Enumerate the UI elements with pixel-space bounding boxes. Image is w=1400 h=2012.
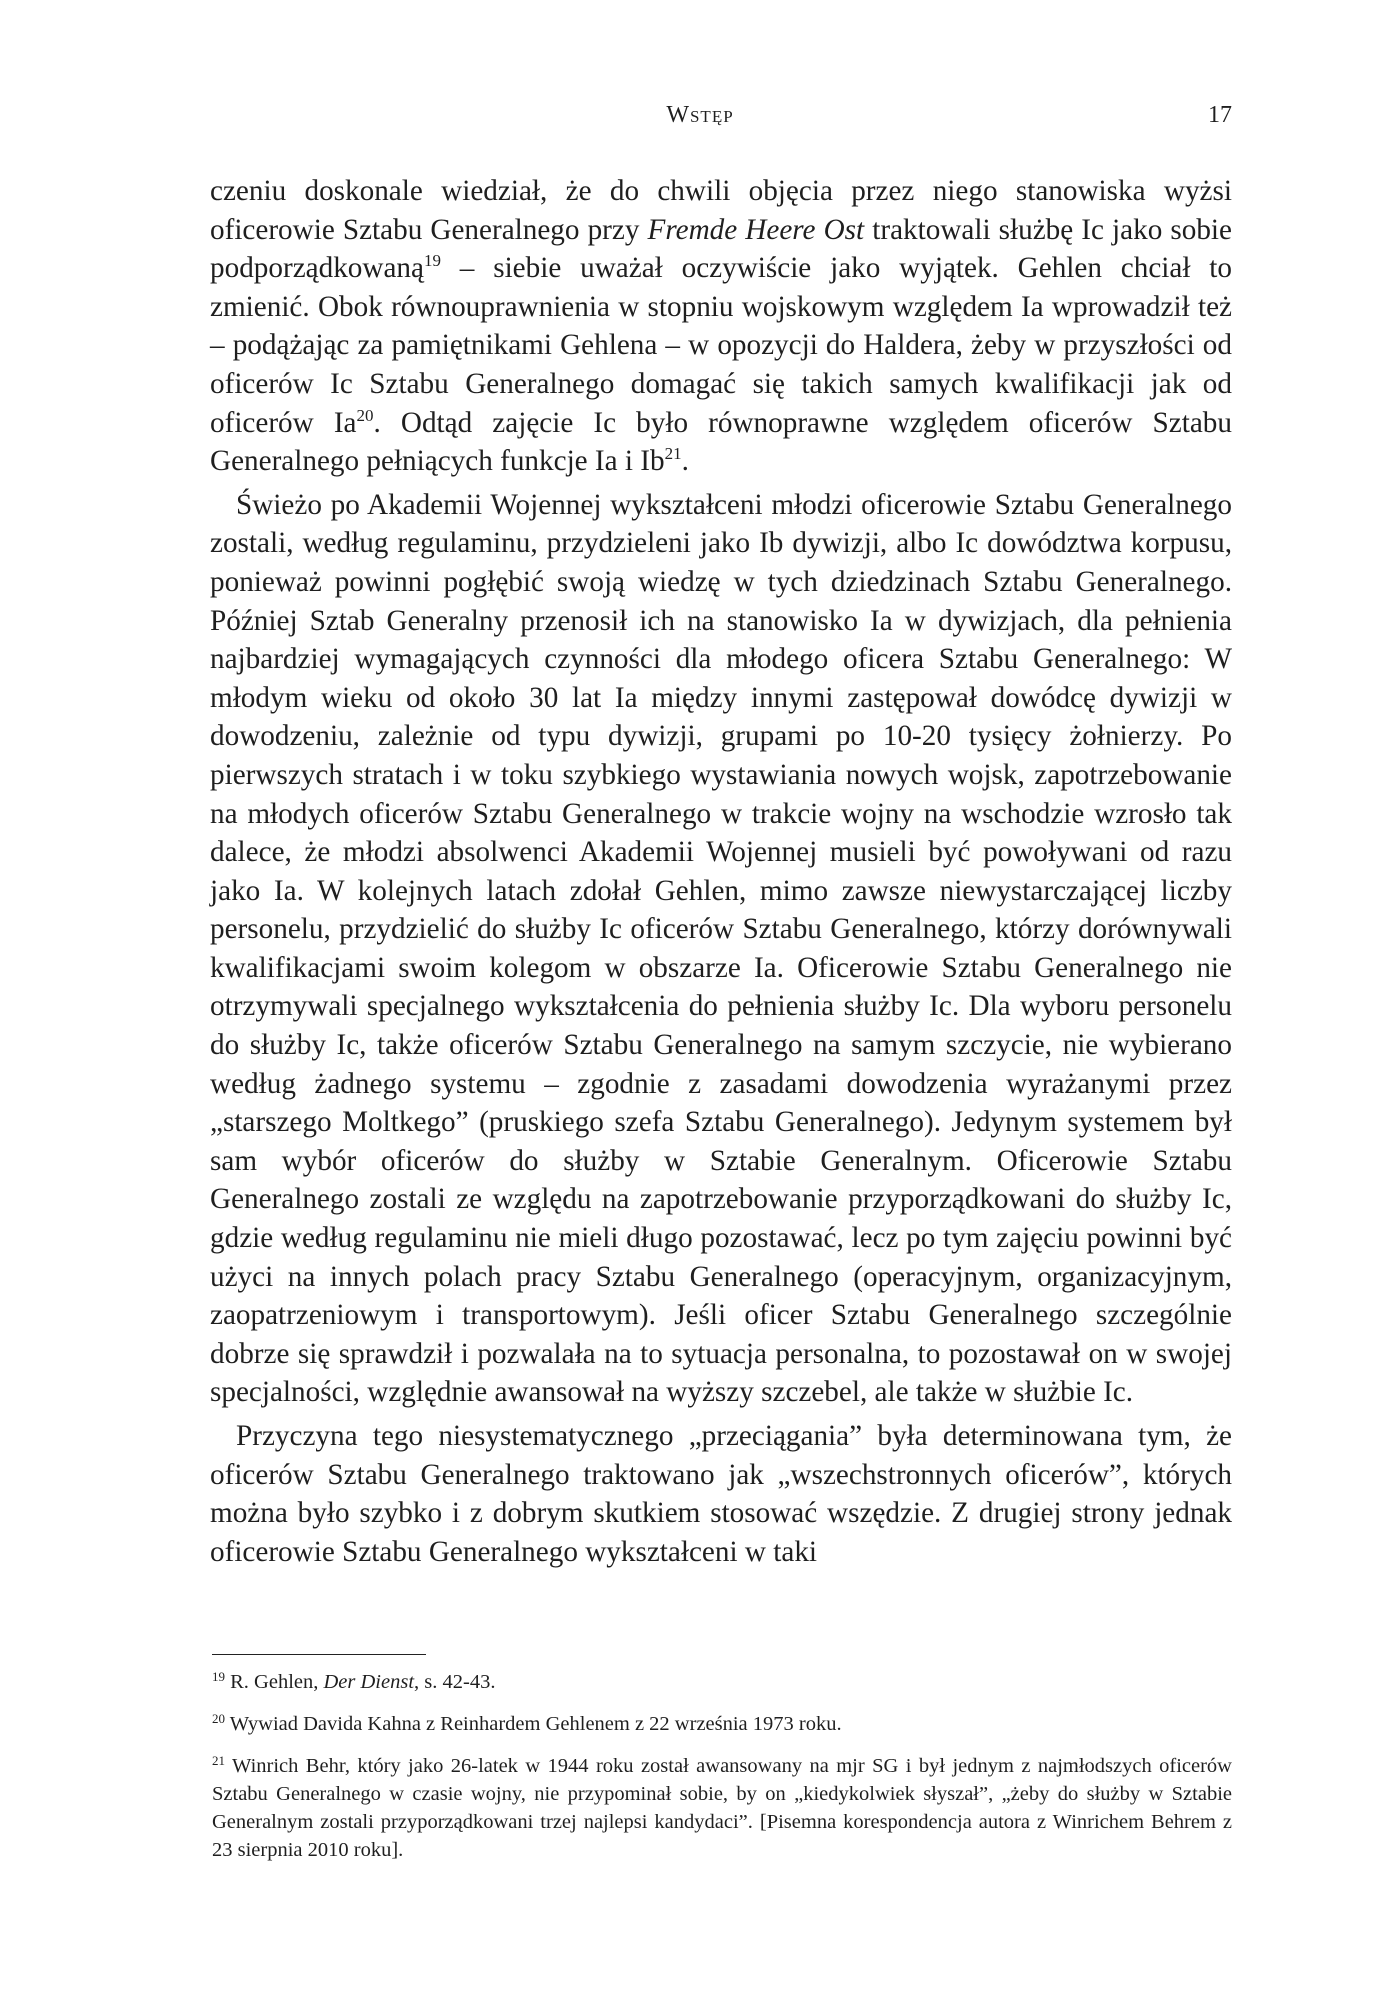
paragraph-1 — [210, 172, 1232, 481]
footnote-book-title: Der Dienst — [323, 1671, 415, 1693]
main-text — [210, 172, 1232, 1571]
chapter-title: Wstęp — [666, 102, 734, 128]
paragraph-1-text-d: . Odtąd zajęcie Ic było równoprawne względem oficerów Sztabu Generalnego pełniących funkcje Ia i Ib — [210, 406, 1232, 478]
paragraph-2: Świeżo po Akademii Wojennej wykształceni młodzi oficerowie Sztabu Generalnego zostali, według regulaminu, przydzieleni jako Ib dywizji, albo Ic dowództwa korpusu, ponieważ powinni pogłębić swoją wiedzę w tych dziedzinach Sztabu Generalnego. Później Sztab Generalny przenosił ich na stanowisko Ia w dywizjach, dla pełnienia najbardziej wymagających czynności dla młodego oficera Sztabu Generalnego: W młodym wieku od około 30 lat Ia między innymi zastępował dowódcę dywizji w dowodzeniu, zależnie od typu dywizji, grupami po 10-20 tysięcy żołnierzy. Po pierwszych stratach i w toku szybkiego wystawiania nowych wojsk, zapotrzebowanie na młodych oficerów Sztabu Generalnego w trakcie wojny na wschodzie wzrosło tak dalece, że młodzi absolwenci Akademii Wojennej musieli być powoływani od razu jako Ia. W kolejnych latach zdołał Gehlen, mimo zawsze niewystarczającej liczby personelu, przydzielić do służby Ic oficerów Sztabu Generalnego, którzy dorównywali kwalifikacjami swoim kolegom w obszarze Ia. Oficerowie Sztabu Generalnego nie otrzymywali specjalnego wykształcenia do pełnienia służby Ic. Dla wyboru personelu do służby Ic, także oficerów Sztabu Generalnego na samym szczycie, nie wybierano według żadnego systemu – zgodnie z zasadami dowodzenia wyrażanymi przez „starszego Moltkego” (pruskiego szefa Sztabu Generalnego). Jedynym systemem był sam wybór oficerów do służby w Sztabie Generalnym. Oficerowie Sztabu Generalnego zostali ze względu na zapotrzebowanie przyporządkowani do służby Ic, gdzie według regulaminu nie mieli długo pozostawać, lecz po tym zajęciu powinni być użyci na innych polach pracy Sztabu Generalnego (operacyjnym, organizacyjnym, zaopatrzeniowym i transportowym). Jeśli oficer Sztabu Generalnego szczególnie dobrze się sprawdził i pozwalała na to sytuacja personalna, to pozostawał on w swojej specjalności, względnie awansował na wyższy szczebel, ale także w służbie Ic. — [210, 488, 1232, 1409]
footnote-ref-19: 19 — [423, 251, 441, 271]
paragraph-1-text-e: . — [681, 445, 689, 478]
footnote-number: 19 — [212, 1669, 225, 1684]
footnotes — [212, 1668, 1232, 1878]
paragraph-1-text-b: traktowali służbę Ic jako sobie podporządkowaną — [210, 213, 1233, 285]
page-number: 17 — [1208, 102, 1232, 128]
footnote-text: Winrich Behr, który jako 26-latek w 1944 roku został awansowany na mjr SG i był jednym z najmłodszych oficerów Sztabu Generalnego w czasie wojny, nie przypominał sobie, by on „kiedykolwiek słyszał”, „żeby do służby w Sztabie Generalnym zostali przyporządkowani trzej najlepsi kandydaci”. [Pisemna korespondencja autora z Winrichem Behrem z 23 sierpnia 2010 roku]. — [212, 1755, 1232, 1861]
paragraph-3: Przyczyna tego niesystematycznego „przeciągania” była determinowana tym, że oficerów Sztabu Generalnego traktowano jak „wszechstronnych oficerów”, których można było szybko i z dobrym skutkiem stosować wszędzie. Z drugiej strony jednak oficerowie Sztabu Generalnego wykształceni w taki — [210, 1420, 1232, 1568]
footnote-number: 20 — [212, 1711, 225, 1726]
footnote-text: Wywiad Davida Kahna z Reinhardem Gehlenem z 22 września 1973 roku. — [229, 1713, 842, 1735]
emphasized-term: Fremde Heere Ost — [647, 213, 865, 246]
footnote-text: R. Gehlen, — [230, 1671, 324, 1693]
footnote-number: 21 — [212, 1753, 225, 1768]
footnote-pages: , s. 42-43. — [414, 1671, 496, 1693]
footnote-ref-20: 20 — [356, 405, 374, 425]
footnote-ref-21: 21 — [664, 444, 682, 464]
footnote-separator — [212, 1654, 426, 1655]
footnote-19 — [212, 1668, 1232, 1696]
paragraph-1-text-c: – siebie uważał oczywiście jako wyjątek. Gehlen chciał to zmienić. Obok równouprawnienia w stopniu wojskowym względem Ia wprowadził też – podążając za pamiętnikami Gehlena – w opozycji do Haldera, żeby w przyszłości od oficerów Ic Sztabu Generalnego domagać się takich samych kwalifikacji jak od oficerów Ia — [210, 252, 1232, 439]
footnote-21 — [212, 1752, 1232, 1864]
footnote-20 — [212, 1710, 1232, 1738]
running-head — [0, 100, 1400, 136]
paragraph-1-text-a: czeniu doskonale wiedział, że do chwili objęcia przez niego stanowiska wyżsi oficerowie Sztabu Generalnego przy — [210, 175, 1232, 246]
